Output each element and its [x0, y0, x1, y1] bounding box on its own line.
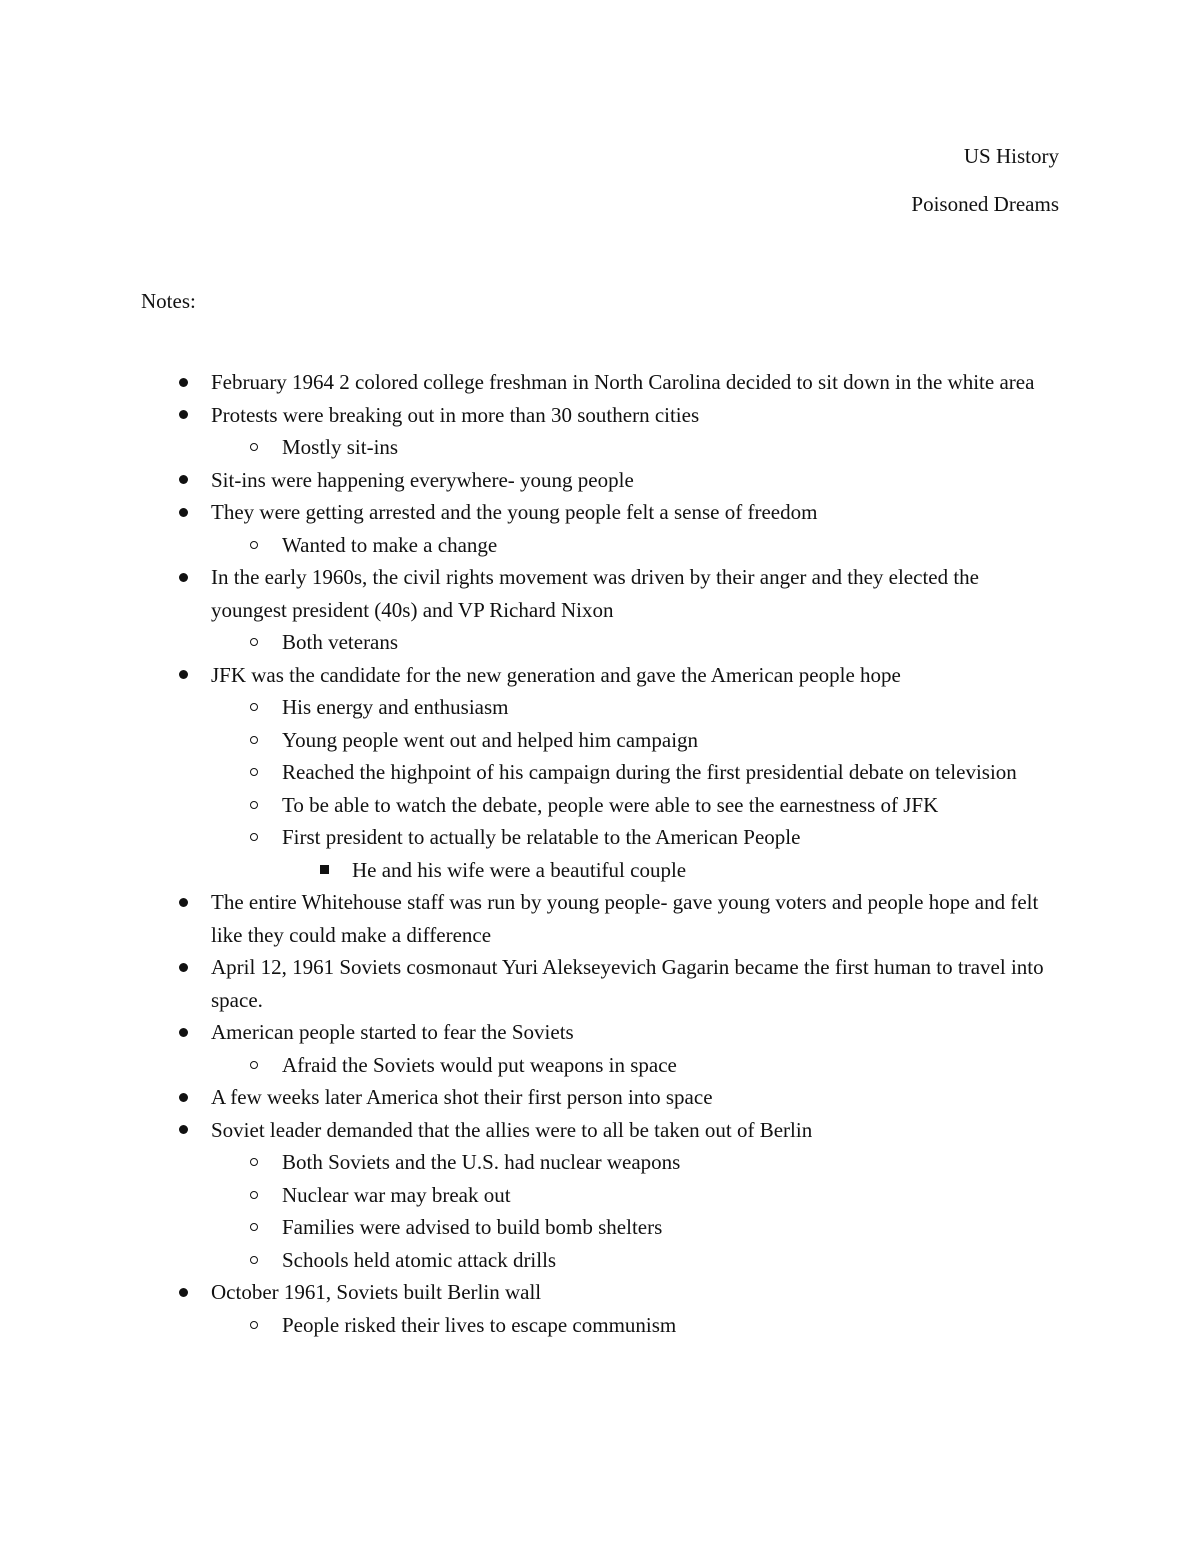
- list-item: [0, 1309, 1200, 1342]
- bullet-dot-icon: [179, 366, 188, 399]
- bullet-dot-icon: [179, 1016, 188, 1049]
- bullet-circle-icon: [250, 431, 258, 464]
- bullet-glyph-circle-icon: [250, 736, 258, 744]
- bullet-circle-icon: [250, 1146, 258, 1179]
- list-item-text: Protests were breaking out in more than 30 southern cities: [211, 402, 700, 427]
- bullet-glyph-dot-icon: [179, 410, 188, 419]
- list-item-text: April 12, 1961 Soviets cosmonaut Yuri Alekseyevich Gagarin became the first human to travel into space.: [211, 955, 1044, 1012]
- list-item: [0, 886, 1200, 951]
- bullet-square-icon: [320, 854, 329, 887]
- bullet-circle-icon: [250, 756, 258, 789]
- list-item: [0, 1081, 1200, 1114]
- list-item: [0, 431, 1200, 464]
- bullet-glyph-dot-icon: [179, 963, 188, 972]
- bullet-glyph-circle-icon: [250, 1256, 258, 1264]
- list-item-text: Soviet leader demanded that the allies were to all be taken out of Berlin: [211, 1117, 813, 1142]
- bullet-glyph-circle-icon: [250, 1158, 258, 1166]
- list-item: [0, 496, 1200, 529]
- list-item-text: October 1961, Soviets built Berlin wall: [211, 1280, 542, 1304]
- bullet-glyph-dot-icon: [179, 1288, 188, 1297]
- bullet-glyph-dot-icon: [179, 670, 188, 679]
- list-item-text: He and his wife were a beautiful couple: [352, 857, 687, 882]
- bullet-glyph-circle-icon: [250, 1191, 258, 1199]
- list-item: [0, 1146, 1200, 1179]
- bullet-glyph-circle-icon: [250, 1321, 258, 1329]
- list-item: [0, 561, 1200, 626]
- list-item-text: Young people went out and helped him campaign: [282, 727, 699, 752]
- list-item-text: They were getting arrested and the young people felt a sense of freedom: [211, 500, 818, 524]
- bullet-dot-icon: [179, 1114, 188, 1147]
- bullet-glyph-circle-icon: [250, 768, 258, 776]
- list-item-text: People risked their lives to escape communism: [282, 1312, 677, 1337]
- list-item: [0, 366, 1200, 399]
- bullet-dot-icon: [179, 496, 188, 529]
- bullet-dot-icon: [179, 399, 188, 432]
- bullet-glyph-circle-icon: [250, 833, 258, 841]
- bullet-glyph-dot-icon: [179, 1125, 188, 1134]
- list-item-text: Schools held atomic attack drills: [282, 1247, 557, 1272]
- bullet-circle-icon: [250, 1244, 258, 1277]
- list-item-text: February 1964 2 colored college freshman in North Carolina decided to sit down in the white area: [211, 370, 1035, 394]
- list-item: [0, 724, 1200, 757]
- bullet-glyph-dot-icon: [179, 378, 188, 387]
- bullet-glyph-dot-icon: [179, 898, 188, 907]
- list-item-text: Reached the highpoint of his campaign during the first presidential debate on television: [282, 760, 1017, 784]
- notes-list: [0, 366, 1200, 1341]
- list-item: [0, 854, 1200, 887]
- list-item-text: Families were advised to build bomb shelters: [282, 1215, 663, 1239]
- list-item: [0, 1114, 1200, 1147]
- bullet-glyph-dot-icon: [179, 475, 188, 484]
- bullet-glyph-circle-icon: [250, 443, 258, 451]
- bullet-dot-icon: [179, 951, 188, 984]
- list-item: [0, 464, 1200, 497]
- bullet-dot-icon: [179, 886, 188, 919]
- course-name: US History: [963, 144, 1059, 168]
- list-item-text: Mostly sit-ins: [282, 435, 399, 459]
- list-item-text: JFK was the candidate for the new generation and gave the American people hope: [211, 662, 901, 687]
- list-item: [0, 756, 1200, 789]
- bullet-circle-icon: [250, 691, 258, 724]
- list-item: [0, 529, 1200, 562]
- bullet-circle-icon: [250, 724, 258, 757]
- bullet-glyph-dot-icon: [179, 1093, 188, 1102]
- list-item: [0, 1211, 1200, 1244]
- list-item-text: In the early 1960s, the civil rights movement was driven by their anger and they elected the youngest president (40s) and VP Richard Nixon: [211, 565, 980, 622]
- list-item-text: The entire Whitehouse staff was run by young people- gave young voters and people hope and felt like they could make a difference: [211, 890, 1039, 947]
- bullet-circle-icon: [250, 789, 258, 822]
- list-item-text: American people started to fear the Soviets: [211, 1020, 574, 1044]
- bullet-circle-icon: [250, 1179, 258, 1212]
- bullet-glyph-circle-icon: [250, 1223, 258, 1231]
- list-item: [0, 691, 1200, 724]
- bullet-dot-icon: [179, 464, 188, 497]
- list-item: [0, 1244, 1200, 1277]
- list-item-text: Sit-ins were happening everywhere- young people: [211, 467, 634, 492]
- bullet-glyph-circle-icon: [250, 1061, 258, 1069]
- bullet-circle-icon: [250, 1309, 258, 1342]
- document-title: Poisoned Dreams: [911, 192, 1059, 216]
- bullet-glyph-circle-icon: [250, 703, 258, 711]
- list-item: [0, 821, 1200, 854]
- bullet-circle-icon: [250, 1211, 258, 1244]
- list-item: [0, 399, 1200, 432]
- list-item: [0, 1016, 1200, 1049]
- list-item-text: Both Soviets and the U.S. had nuclear weapons: [282, 1150, 681, 1174]
- bullet-dot-icon: [179, 561, 188, 594]
- bullet-glyph-circle-icon: [250, 638, 258, 646]
- list-item: [0, 951, 1200, 1016]
- list-item: [0, 659, 1200, 692]
- bullet-circle-icon: [250, 529, 258, 562]
- list-item-text: Wanted to make a change: [282, 532, 498, 557]
- bullet-glyph-dot-icon: [179, 508, 188, 517]
- list-item-text: His energy and enthusiasm: [282, 695, 509, 719]
- list-item: [0, 626, 1200, 659]
- list-item: [0, 789, 1200, 822]
- list-item: [0, 1179, 1200, 1212]
- bullet-circle-icon: [250, 1049, 258, 1082]
- list-item-text: A few weeks later America shot their first person into space: [211, 1085, 713, 1109]
- list-item-text: To be able to watch the debate, people were able to see the earnestness of JFK: [282, 792, 939, 817]
- bullet-circle-icon: [250, 626, 258, 659]
- bullet-glyph-circle-icon: [250, 541, 258, 549]
- list-item-text: Both veterans: [282, 630, 399, 654]
- bullet-dot-icon: [179, 1081, 188, 1114]
- bullet-circle-icon: [250, 821, 258, 854]
- list-item-text: Nuclear war may break out: [282, 1182, 511, 1207]
- list-item: [0, 1049, 1200, 1082]
- list-item: [0, 1276, 1200, 1309]
- bullet-glyph-square-icon: [320, 865, 329, 874]
- bullet-glyph-dot-icon: [179, 573, 188, 582]
- bullet-glyph-dot-icon: [179, 1028, 188, 1037]
- list-item-text: First president to actually be relatable to the American People: [282, 825, 801, 849]
- notes-label: Notes:: [141, 289, 196, 313]
- bullet-dot-icon: [179, 1276, 188, 1309]
- bullet-glyph-circle-icon: [250, 801, 258, 809]
- bullet-dot-icon: [179, 659, 188, 692]
- list-item-text: Afraid the Soviets would put weapons in space: [282, 1052, 677, 1077]
